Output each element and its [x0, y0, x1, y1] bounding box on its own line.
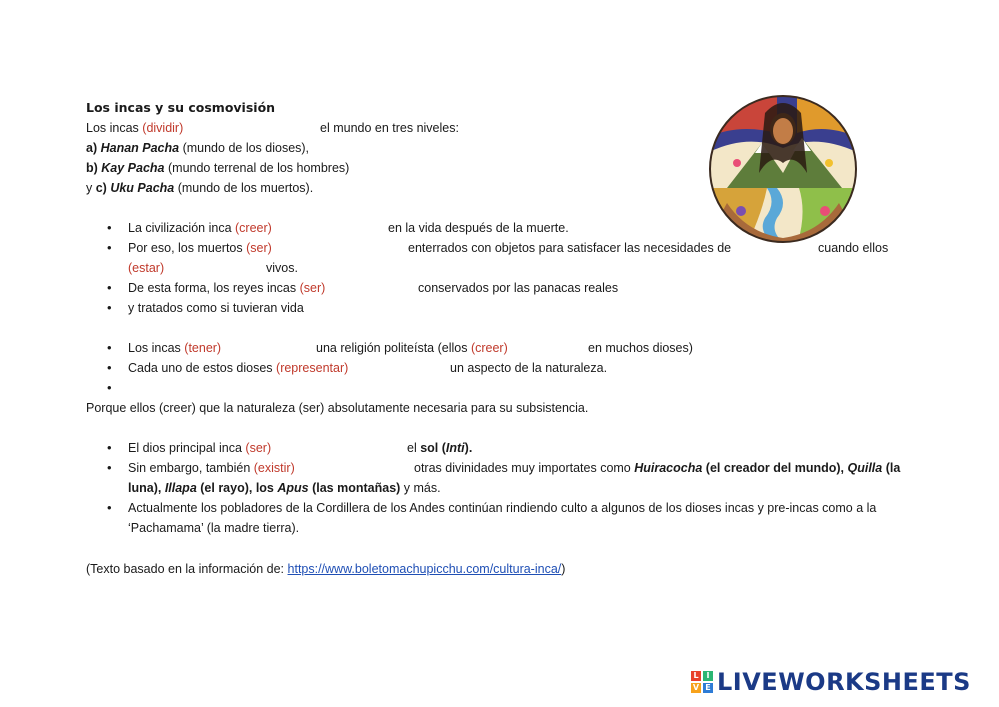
verb-hint-representar: (representar) — [276, 361, 349, 375]
answer-field-estar[interactable] — [172, 260, 262, 275]
bullet-icon: • — [107, 280, 112, 295]
logo-square: V — [692, 683, 700, 692]
list-item-3: De esta forma, los reyes incas (ser) — [128, 281, 326, 295]
list-item-1-cont: en la vida después de la muerte. — [388, 221, 569, 235]
bullet-icon: • — [107, 240, 112, 255]
answer-field-ser-1[interactable] — [282, 240, 404, 255]
verb-hint-creer: (creer) — [235, 221, 272, 235]
list-item-2-line2: vivos. — [266, 261, 298, 275]
gods-item-2: Sin embargo, también (existir) — [128, 461, 295, 475]
answer-field-creer-1[interactable] — [284, 220, 384, 235]
list-item-5-cont: una religión politeísta (ellos (creer) — [316, 341, 508, 355]
verb-hint-creer-2: (creer) — [470, 341, 508, 355]
bullet-icon: • — [107, 340, 112, 355]
gods-item-2-line2: luna), Illapa (el rayo), los Apus (las montañas) y más. — [128, 481, 441, 495]
answer-field-tener[interactable] — [232, 340, 312, 355]
verb-hint-estar: (estar) — [128, 261, 165, 275]
gods-item-1-cont: el sol (Inti). — [407, 441, 473, 455]
logo-wordmark: LIVEWORKSHEETS — [717, 668, 971, 696]
bullet-icon: • — [107, 380, 112, 395]
paragraph-naturaleza: Porque ellos (creer) que la naturaleza (ser) absolutamente necesaria para su subsistencia. — [86, 401, 589, 415]
list-item-6-cont: un aspecto de la naturaleza. — [450, 361, 608, 375]
gods-item-1: El dios principal inca (ser) — [128, 441, 272, 455]
list-item-6: Cada uno de estos dioses (representar) — [128, 361, 349, 375]
verb-hint-ser: (ser) — [245, 441, 272, 455]
logo-icon — [691, 671, 713, 693]
quilla: Quilla — [847, 461, 883, 475]
list-item-2: Por eso, los muertos (ser) — [128, 241, 272, 255]
answer-field-representar[interactable] — [358, 360, 446, 375]
answer-field-existir[interactable] — [310, 460, 410, 475]
bullet-icon: • — [107, 440, 112, 455]
source-link[interactable]: https://www.boletomachupicchu.com/cultura-inca/ — [287, 562, 562, 576]
uku-pacha: Uku Pacha — [110, 181, 175, 195]
answer-field-creer-2[interactable] — [522, 340, 584, 355]
verb-hint-dividir: (dividir) — [142, 121, 184, 135]
bullet-icon: • — [107, 500, 112, 515]
list-item-2-end: cuando ellos — [818, 241, 889, 255]
answer-field-dividir[interactable] — [190, 120, 315, 135]
source-citation: (Texto basado en la información de: https://www.boletomachupicchu.com/cultura-inca/) — [86, 562, 566, 576]
logo-square: E — [703, 683, 713, 693]
list-item-5: Los incas (tener) — [128, 341, 222, 355]
verb-hint-existir: (existir) — [253, 461, 295, 475]
list-item-2-cont: enterrados con objetos para satisfacer las necesidades de — [408, 241, 732, 255]
bullet-icon: • — [107, 460, 112, 475]
list-item-1: La civilización inca (creer) — [128, 221, 272, 235]
bullet-icon: • — [107, 360, 112, 375]
gods-item-3-line2: ‘Pachamama’ (la madre tierra). — [128, 521, 300, 535]
huiracocha: Huiracocha — [634, 461, 703, 475]
gods-item-2-cont: otras divinidades muy importates como Huiracocha (el creador del mundo), Quilla (la — [414, 461, 901, 475]
logo-square: I — [703, 671, 713, 681]
list-item-3-cont: conservados por las panacas reales — [418, 281, 619, 295]
illapa: Illapa — [164, 481, 197, 495]
answer-field-ser-2[interactable] — [333, 280, 413, 295]
verb-hint-ser: (ser) — [299, 281, 326, 295]
list-item-4: y tratados como si tuvieran vida — [128, 301, 304, 315]
inti: Inti — [445, 441, 465, 455]
intro-text: Los incas — [86, 121, 143, 135]
bullet-icon: • — [107, 220, 112, 235]
list-item-5-end: en muchos dioses) — [588, 341, 693, 355]
level-b: b) Kay Pacha (mundo terrenal de los hombres) — [86, 161, 350, 175]
hanan-pacha: Hanan Pacha — [100, 141, 180, 155]
liveworksheets-logo — [691, 668, 971, 696]
intro-text-cont: el mundo en tres niveles: — [320, 121, 459, 135]
gods-item-3: Actualmente los pobladores de la Cordillera de los Andes continúan rindiendo culto a algunos de los dioses incas y pre-incas como a la — [128, 501, 877, 515]
bullet-icon: • — [107, 300, 112, 315]
intro-line-1 — [86, 120, 183, 136]
apus: Apus — [277, 481, 309, 495]
answer-field-ser-3[interactable] — [280, 440, 402, 455]
pachamama-illustration — [707, 93, 859, 245]
verb-hint-tener: (tener) — [184, 341, 222, 355]
level-a: a) Hanan Pacha (mundo de los dioses), — [86, 141, 310, 155]
verb-hint-ser: (ser) — [246, 241, 272, 255]
level-c: y c) Uku Pacha (mundo de los muertos). — [86, 181, 314, 195]
document-title: Los incas y su cosmovisión — [86, 100, 276, 115]
logo-square: L — [691, 671, 701, 681]
kay-pacha: Kay Pacha — [101, 161, 165, 175]
